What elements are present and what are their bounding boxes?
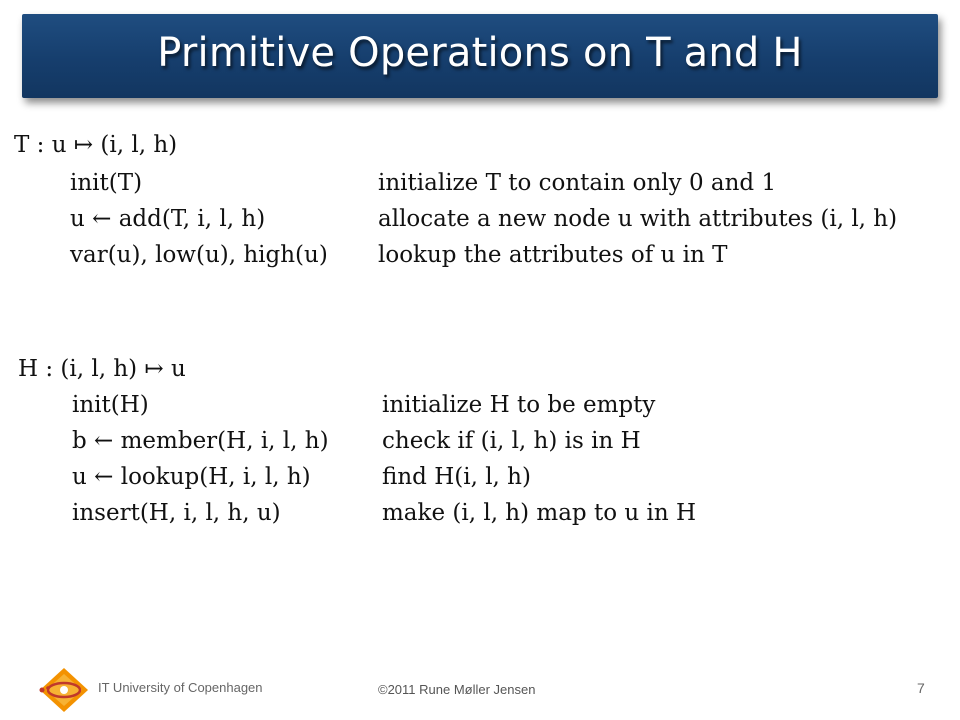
h-desc-insert: make (i, l, h) map to u in H	[382, 500, 697, 526]
footer-university: IT University of Copenhagen	[98, 680, 263, 695]
h-desc-lookup: find H(i, l, h)	[382, 464, 531, 490]
title-bar	[22, 14, 938, 98]
footer-copyright: ©2011 Rune Møller Jensen	[378, 682, 536, 697]
h-op-insert: insert(H, i, l, h, u)	[72, 500, 281, 526]
section-t-heading: T : u ↦ (i, l, h)	[14, 132, 178, 158]
t-op-init: init(T)	[70, 170, 143, 196]
h-op-member: b ← member(H, i, l, h)	[72, 428, 329, 454]
h-desc-init: initialize H to be empty	[382, 392, 656, 418]
itu-logo-icon	[36, 666, 92, 714]
h-op-lookup: u ← lookup(H, i, l, h)	[72, 464, 311, 490]
h-op-init: init(H)	[72, 392, 149, 418]
t-op-attrs: var(u), low(u), high(u)	[70, 242, 328, 268]
t-op-add: u ← add(T, i, l, h)	[70, 206, 266, 232]
page-number: 7	[917, 680, 925, 696]
section-h-heading: H : (i, l, h) ↦ u	[18, 356, 186, 382]
t-desc-add: allocate a new node u with attributes (i, l, h)	[378, 206, 898, 232]
slide-title: Primitive Operations on T and H	[157, 30, 803, 76]
t-desc-init: initialize T to contain only 0 and 1	[378, 170, 777, 196]
h-desc-member: check if (i, l, h) is in H	[382, 428, 641, 454]
t-desc-attrs: lookup the attributes of u in T	[378, 242, 728, 268]
